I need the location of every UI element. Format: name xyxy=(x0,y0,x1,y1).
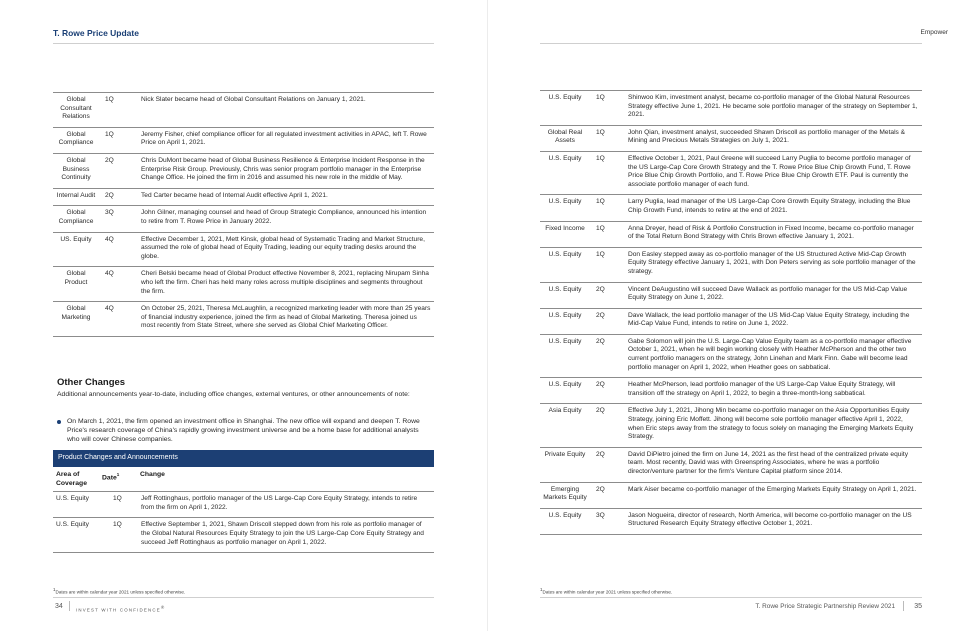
right-table-body xyxy=(540,91,922,535)
area-cell: U.S. Equity xyxy=(548,337,582,345)
change-cell: Effective October 1, 2021, Paul Greene will succeed Larry Puglia to become portfolio manager of the US Large-Cap Core Growth Strategy and the T. Rowe Price Blue Chip Growth Fund, T. Rowe Price Blue Chip Growth Portfolio, and T. Rowe Price Blue Chip Growth ETF. Paul is currently the associate portfolio manager of each fund. xyxy=(628,154,911,188)
tagline xyxy=(76,605,165,612)
area-cell: Global Compliance xyxy=(58,209,94,225)
change-cell: Vincent DeAugustino will succeed Dave Wallack as portfolio manager for the US Mid-Cap Value Equity Strategy on June 1, 2022. xyxy=(628,285,908,302)
table-row xyxy=(540,508,922,534)
page-number-separator xyxy=(69,601,70,611)
table-row xyxy=(53,206,434,232)
table-row xyxy=(53,153,434,188)
table-row xyxy=(540,91,922,126)
bullet-dot-icon xyxy=(57,420,61,424)
area-cell: Internal Audit xyxy=(56,191,96,199)
change-cell: Chris DuMont became head of Global Business Resilience & Enterprise Incident Response in the Enterprise Risk Group. Previously, Chris was senior program portfolio manager in the Enterprise Change Office. He joined the firm in 2016 and assumed his new role in the middle of May. xyxy=(141,156,425,182)
quarter-cell: 4Q xyxy=(105,270,114,278)
table-row xyxy=(540,308,922,334)
quarter-cell: 2Q xyxy=(596,407,605,415)
quarter-cell: 2Q xyxy=(596,381,605,389)
area-cell: U.S. Equity xyxy=(548,154,582,162)
change-cell: Nick Slater became head of Global Consultant Relations on January 1, 2021. xyxy=(141,96,366,103)
change-cell: Heather McPherson, lead portfolio manager of the US Large-Cap Value Equity Strategy, will transition off the strategy on April 1, 2022, to begin a three-month-long sabbatical. xyxy=(628,381,896,397)
footer-divider xyxy=(540,597,922,598)
area-cell: U.S. Equity xyxy=(548,381,582,389)
tagline-text: INVEST WITH CONFIDENCE xyxy=(76,607,161,613)
quarter-cell: 1Q xyxy=(596,154,605,162)
change-cell: Larry Puglia, lead manager of the US Large-Cap Core Growth Equity Strategy, including the Blue Chip Growth Fund, intends to retire at the end of 2021. xyxy=(628,198,911,214)
area-cell: Global Marketing xyxy=(61,305,91,321)
footnote-mark: 1 xyxy=(53,587,56,592)
table-row xyxy=(53,267,434,302)
area-cell: U.S. Equity xyxy=(548,311,582,319)
table-row xyxy=(540,282,922,308)
area-cell: Asia Equity xyxy=(548,407,582,415)
change-cell: Effective September 1, 2021, Shawn Driscoll stepped down from his role as portfolio manager of the Global Natural Resources Equity Strategy to join the US Large-Cap Core Equity Strategy and succeed Jeff Rottinghaus as portfolio manager on April 1, 2022. xyxy=(141,521,424,546)
quarter-cell: 1Q xyxy=(596,224,605,232)
change-cell: Ted Carter became head of Internal Audit effective April 1, 2021. xyxy=(141,191,328,199)
header-divider xyxy=(540,43,922,44)
personnel-changes-table xyxy=(53,92,434,337)
change-cell: Effective July 1, 2021, Jihong Min became co-portfolio manager on the Asia Opportunities Equity Strategy, joining Eric Moffett. Jihong will become sole portfolio manager effective April 1, 2022, when Eric steps away from the strategy to focus solely on managing the Emerging Markets Equity Strategy. xyxy=(628,407,914,441)
area-cell: US. Equity xyxy=(60,235,92,243)
table-row xyxy=(53,127,434,153)
area-cell: Emerging Markets Equity xyxy=(543,485,587,502)
area-cell: Global Consultant Relations xyxy=(60,96,92,121)
table-row xyxy=(540,151,922,194)
date-footnote-mark: 1 xyxy=(116,472,120,477)
other-changes-heading: Other Changes xyxy=(57,377,126,388)
header-title: T. Rowe Price Update xyxy=(53,28,139,38)
footnote xyxy=(53,587,185,595)
table-row xyxy=(540,247,922,282)
table-row xyxy=(53,302,434,337)
product-changes-continued-table xyxy=(540,90,922,535)
quarter-cell: 1Q xyxy=(113,521,122,529)
quarter-cell: 1Q xyxy=(596,94,605,101)
quarter-cell: 1Q xyxy=(596,128,605,136)
change-cell: Dave Wallack, the lead portfolio manager of the US Mid-Cap Value Equity Strategy, including the Mid-Cap Value Fund, intends to retire on June 1, 2022. xyxy=(628,311,910,328)
quarter-cell: 2Q xyxy=(596,450,605,458)
header-divider xyxy=(53,43,434,44)
quarter-cell: 2Q xyxy=(596,485,605,493)
quarter-cell: 2Q xyxy=(596,285,605,293)
quarter-cell: 1Q xyxy=(105,130,114,138)
area-cell: Global Real Assets xyxy=(547,128,583,145)
table-row xyxy=(540,195,922,221)
area-cell: U.S. Equity xyxy=(548,94,582,101)
change-cell: Jason Nogueira, director of research, North America, will become co-portfolio manager on the US Structured Research Equity Strategy effective October 1, 2021. xyxy=(628,511,912,528)
table-row xyxy=(540,447,922,482)
change-cell: Anna Dreyer, head of Risk & Portfolio Construction in Fixed Income, became co-portfolio manager of the Total Return Bond Strategy with Chris Brown effective January 1, 2021. xyxy=(628,224,914,241)
table-row xyxy=(53,492,434,518)
registered-mark: ® xyxy=(160,605,166,610)
quarter-cell: 4Q xyxy=(105,235,114,243)
area-cell: U.S. Equity xyxy=(56,521,89,529)
quarter-cell: 2Q xyxy=(596,311,605,319)
quarter-cell: 3Q xyxy=(596,511,605,519)
change-cell: Don Easley stepped away as co-portfolio manager of the US Structured Active Mid-Cap Growth Equity Strategy effective January 1, 2021, with Don Peters serving as sole portfolio manager of the strategy. xyxy=(628,250,916,275)
quarter-cell: 1Q xyxy=(596,250,605,258)
page-number: 34 xyxy=(55,603,63,610)
table-row xyxy=(53,93,434,128)
footer-divider xyxy=(53,597,434,598)
table-row xyxy=(540,378,922,404)
footnote-mark: 1 xyxy=(540,587,543,592)
other-changes-bullet xyxy=(57,417,432,444)
column-header-date xyxy=(99,468,137,492)
table-row xyxy=(540,482,922,508)
table-row xyxy=(53,518,434,553)
product-changes-table xyxy=(53,468,434,553)
footnote-text: Dates are within calendar year 2021 unless specified otherwise. xyxy=(55,589,186,595)
product-changes-band xyxy=(53,450,434,467)
quarter-cell: 1Q xyxy=(596,198,605,206)
right-page xyxy=(488,0,975,631)
bullet-text: On March 1, 2021, the firm opened an investment office in Shanghai. The new office will expand and deepen T. Rowe Price's research coverage of China's rapidly growing investment universe and be a home base for additional analysts who will cover Chinese companies. xyxy=(67,418,420,443)
area-cell: Global Business Continuity xyxy=(61,156,91,182)
product-changes-body xyxy=(53,492,434,553)
area-cell: Global Compliance xyxy=(58,130,94,147)
area-cell: Fixed Income xyxy=(545,224,585,232)
change-cell: Effective December 1, 2021, Mett Kinsk, global head of Systematic Trading and Market Structure, assumed the role of global head of Equity Trading, leading our equity trading desks around the globe. xyxy=(141,235,425,260)
footnote xyxy=(540,587,672,595)
table-row xyxy=(540,221,922,247)
quarter-cell: 2Q xyxy=(105,156,114,164)
area-cell: Private Equity xyxy=(544,450,586,458)
left-page xyxy=(0,0,487,631)
change-cell: Shinwoo Kim, investment analyst, became co-portfolio manager of the Global Natural Resources Strategy effective June 1, 2021. He became sole portfolio manager of the strategy on September 1, 2021. xyxy=(628,94,918,119)
change-cell: John Qian, investment analyst, succeeded Shawn Driscoll as portfolio manager of the Metals & Mining and Precious Metals Strategies on July 1, 2021. xyxy=(628,128,906,145)
table-row xyxy=(540,125,922,151)
table-row xyxy=(540,334,922,377)
quarter-cell: 4Q xyxy=(105,305,114,313)
quarter-cell: 1Q xyxy=(113,495,122,503)
change-cell: On October 25, 2021, Theresa McLaughlin, a recognized marketing leader with more than 25 years of financial industry experience, joined the firm as head of Global Marketing. Theresa joined us most recently from State Street, where she served as Global Chief Marketing Officer. xyxy=(141,305,431,330)
area-cell: U.S. Equity xyxy=(548,250,582,258)
table-header-row xyxy=(53,468,434,492)
area-cell: U.S. Equity xyxy=(548,198,582,206)
other-changes-intro: Additional announcements year-to-date, including office changes, external ventures, or other announcements of note: xyxy=(57,391,410,398)
product-changes-title: Product Changes and Announcements xyxy=(58,454,178,461)
quarter-cell: 3Q xyxy=(105,209,114,217)
table-row xyxy=(53,188,434,206)
quarter-cell: 2Q xyxy=(105,191,114,199)
change-cell: Cheri Belski became head of Global Product effective November 8, 2021, replacing Nirupam Sinha who left the firm. Cheri has held many roles across multiple disciplines and segments throughout the firm. xyxy=(141,270,429,295)
page-number-separator xyxy=(903,601,904,611)
change-cell: David DiPietro joined the firm on June 14, 2021 as the first head of the centralized private equity team. Most recently, David was with Greenspring Associates, where he was a portfolio director/venture partner for the firm's Venture Capital platform since 2014. xyxy=(628,450,909,475)
change-cell: Jeff Rottinghaus, portfolio manager of the US Large-Cap Core Equity Strategy, intends to retire from the firm on April 1, 2022. xyxy=(141,495,418,511)
change-cell: Mark Aiser became co-portfolio manager of the Emerging Markets Equity Strategy on April 1, 2021. xyxy=(628,485,917,493)
page-number: 35 xyxy=(914,603,922,610)
column-header-area: Area of Coverage xyxy=(56,471,87,487)
table-row xyxy=(540,404,922,447)
date-header-label: Date xyxy=(102,474,117,482)
left-table-body xyxy=(53,93,434,337)
area-cell: U.S. Equity xyxy=(548,511,582,519)
header-right-label: Empower xyxy=(920,29,948,36)
change-cell: Jeremy Fisher, chief compliance officer for all regulated investment activities in APAC, left T. Rowe Price on April 1, 2021. xyxy=(141,130,427,147)
change-cell: Gabe Solomon will join the U.S. Large-Cap Value Equity team as a co-portfolio manager effective October 1, 2021, when he will begin working closely with Heather McPherson and the other two current portfolio managers on the strategy, John Linehan and Mark Finn. Gabe will become lead portfolio manager on April 1, 2022, when Heather goes on sabbatical. xyxy=(628,337,912,371)
area-cell: Global Product xyxy=(64,270,88,286)
review-title: T. Rowe Price Strategic Partnership Review 2021 xyxy=(755,603,895,610)
quarter-cell: 1Q xyxy=(105,96,114,103)
quarter-cell: 2Q xyxy=(596,337,605,345)
area-cell: U.S. Equity xyxy=(56,495,89,503)
table-row xyxy=(53,232,434,267)
footnote-text: Dates are within calendar year 2021 unless specified otherwise. xyxy=(542,589,673,595)
area-cell: U.S. Equity xyxy=(548,285,582,293)
column-header-change: Change xyxy=(140,471,165,478)
change-cell: John Gilner, managing counsel and head of Group Strategic Compliance, announced his intention to retire from T. Rowe Price in January 2022. xyxy=(141,209,427,225)
